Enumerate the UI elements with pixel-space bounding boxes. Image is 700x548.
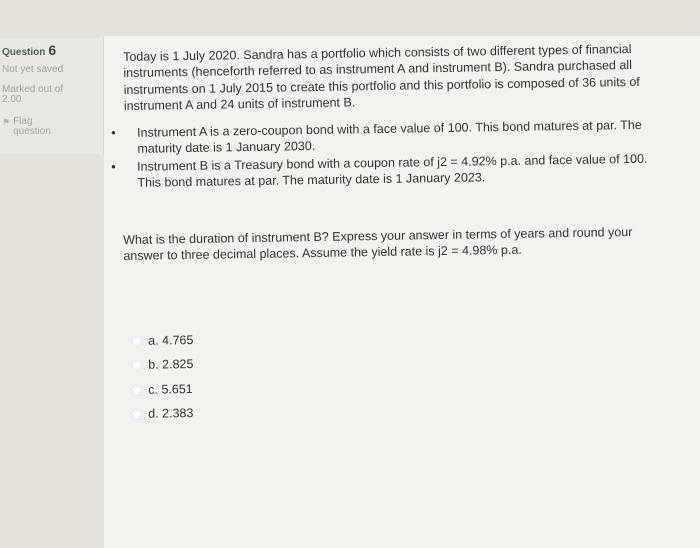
bullet-icon: •	[111, 158, 116, 174]
answer-label: d. 2.383	[148, 406, 194, 422]
question-number-value: 6	[48, 42, 57, 58]
question-number	[2, 42, 103, 58]
grade-value: 2.00	[2, 94, 22, 105]
radio-button[interactable]	[131, 360, 142, 371]
question-content	[104, 36, 700, 548]
answer-label: c. 5.651	[148, 382, 193, 397]
radio-button[interactable]	[131, 336, 142, 347]
list-item-text: Instrument B is a Treasury bond with a coupon rate of j2 = 4.92% p.a. and face value of 100. This bond matures at par. The maturity date is 1 January 2023.	[137, 151, 648, 190]
answer-options	[123, 329, 670, 427]
list-item-text: Instrument A is a zero-coupon bond with a face value of 100. This bond matures at par. The maturity date is 1 January 2030.	[137, 118, 642, 157]
grade-label: Marked out of	[2, 84, 64, 95]
flag-label-2: question	[13, 126, 51, 137]
question-label: Question	[2, 47, 46, 58]
radio-button[interactable]	[131, 385, 142, 396]
flag-label: Flag	[13, 116, 33, 127]
answer-label: b. 2.825	[148, 357, 194, 373]
prompt-text: What is the duration of instrument B? Express your answer in terms of years and round your answer to three decimal places. Assume the yield rate is j2 = 4.98% p.a.	[123, 225, 633, 264]
instrument-list	[111, 118, 670, 191]
question-state: Not yet saved	[2, 64, 64, 75]
answer-label: a. 4.765	[148, 333, 194, 348]
flag-question-link[interactable]	[2, 117, 103, 137]
flag-icon: ⚑	[2, 117, 11, 127]
list-item	[111, 150, 670, 191]
question-prompt	[123, 225, 670, 265]
bullet-icon: •	[111, 125, 116, 141]
question-grade	[2, 85, 103, 105]
question-info-panel	[0, 38, 104, 154]
question-text	[111, 42, 670, 191]
radio-button[interactable]	[131, 409, 142, 420]
question-intro: Today is 1 July 2020. Sandra has a portfolio which consists of two different types of financial instruments (henceforth referred to as instrument A and instrument B). Sandra purchased all instruments on 1 July 2015 to create this portfolio and this portfolio is composed of 36 units of instrument A and 24 units of instrument B.	[123, 42, 640, 113]
